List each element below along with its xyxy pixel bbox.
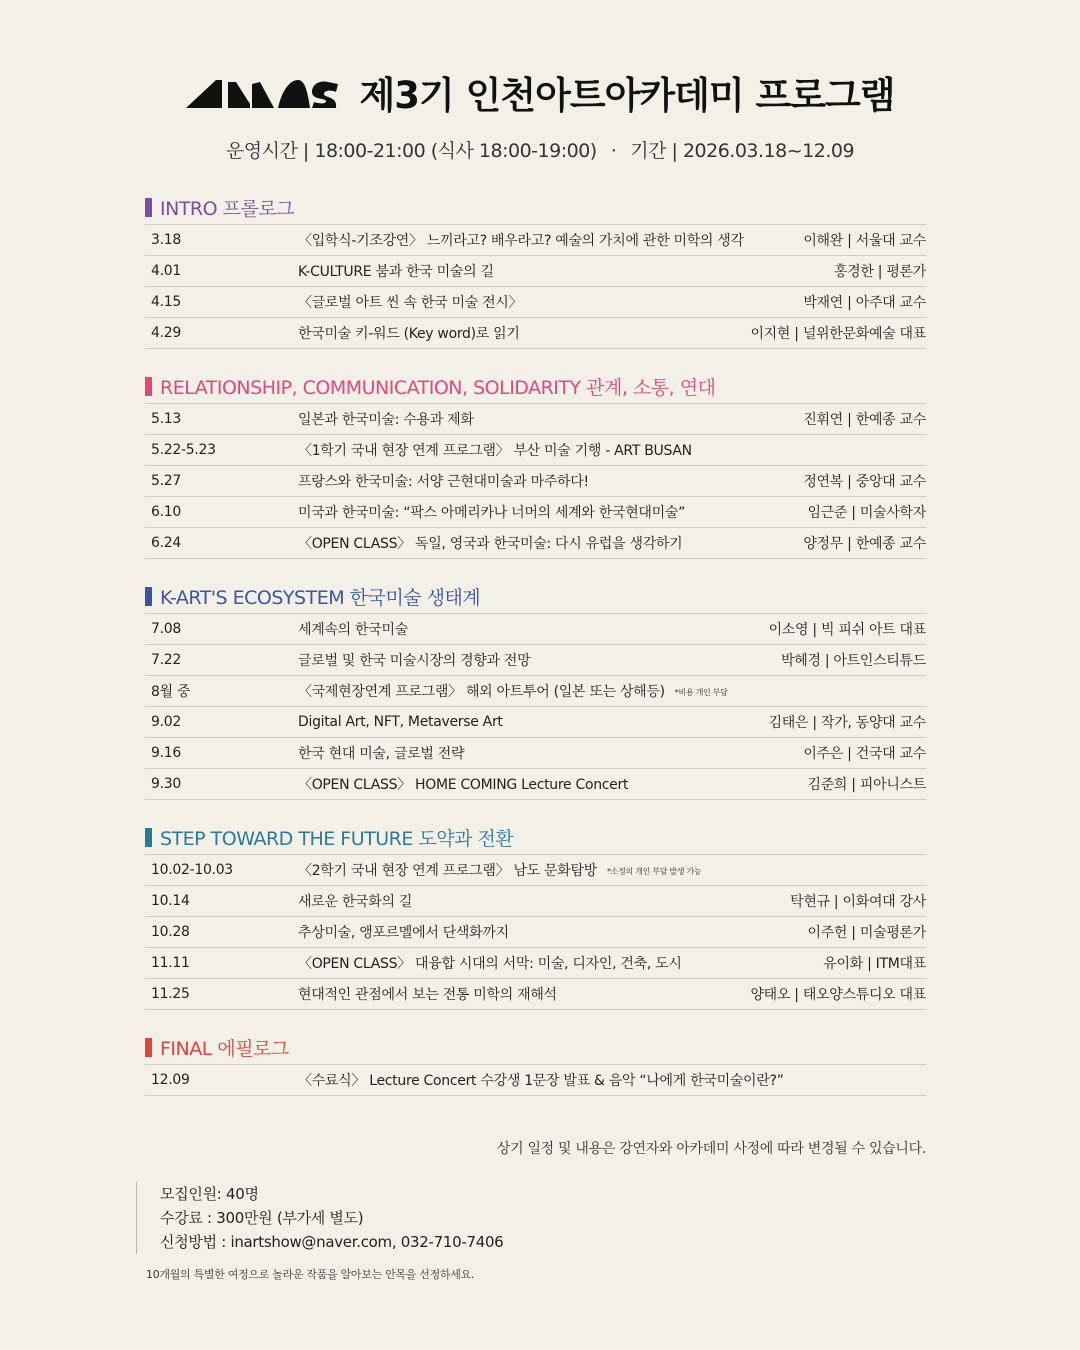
table-row — [145, 466, 926, 497]
session-title-cell — [298, 287, 749, 318]
table-row — [145, 979, 926, 1010]
table-row — [145, 948, 926, 979]
change-disclaimer: 상기 일정 및 내용은 강연자와 아카데미 사정에 따라 변경될 수 있습니다. — [496, 1141, 926, 1157]
session-lecturer: 김태은 | 작가, 동양대 교수 — [768, 715, 926, 731]
table-row — [145, 614, 926, 645]
session-title-cell — [298, 948, 736, 979]
session-lecturer: 탁현규 | 이화여대 강사 — [790, 894, 926, 910]
session-title: 추상미술, 앵포르멜에서 단색화까지 — [298, 925, 509, 941]
session-title-cell — [298, 886, 736, 917]
academy-logo-icon — [186, 74, 338, 110]
session-lecturer: 김준희 | 피아니스트 — [807, 777, 926, 793]
session-date: 11.11 — [151, 955, 190, 971]
schedule-table — [145, 613, 926, 800]
page-title: 제3기 인천아트아카데미 프로그램 — [359, 74, 895, 117]
table-row — [145, 225, 926, 256]
section-marker — [145, 377, 152, 396]
session-title: 〈입학식-기조강연〉 느끼라고? 배우라고? 예술의 가치에 관한 미학의 생각 — [298, 233, 744, 249]
schedule-table — [145, 403, 926, 559]
capacity-text: 모집인원: 40명 — [160, 1185, 259, 1203]
session-title-cell — [298, 497, 777, 528]
section-heading — [145, 579, 926, 613]
program-schedule — [145, 190, 926, 1116]
fee-text: 수강료 : 300만원 (부가세 별도) — [160, 1209, 364, 1227]
session-date: 5.27 — [151, 473, 181, 489]
session-title: 프랑스와 한국미술: 서양 근현대미술과 마주하다! — [298, 474, 589, 490]
schedule-subtitle — [0, 136, 1080, 163]
session-lecturer: 양태오 | 태오양스튜디오 대표 — [750, 987, 926, 1003]
program-section — [145, 1030, 926, 1096]
session-title-cell — [298, 466, 777, 497]
session-title-cell — [298, 676, 758, 707]
session-date: 5.22-5.23 — [151, 442, 216, 458]
section-heading-text: FINAL 에필로그 — [160, 1037, 289, 1060]
session-title: 글로벌 및 한국 미술시장의 경향과 전망 — [298, 653, 531, 669]
session-title: 한국미술 키-워드 (Key word)로 읽기 — [298, 326, 520, 342]
enrollment-info — [136, 1182, 503, 1254]
session-title-cell — [298, 404, 777, 435]
program-section — [145, 820, 926, 1010]
session-title: 〈국제현장연계 프로그램〉 해외 아트투어 (일본 또는 상해등) — [298, 684, 665, 700]
session-date: 7.22 — [151, 652, 181, 668]
session-date: 10.28 — [151, 924, 190, 940]
session-title-cell — [298, 528, 777, 559]
schedule-table — [145, 854, 926, 1010]
session-date: 7.08 — [151, 621, 181, 637]
program-period: 기간 | 2026.03.18~12.09 — [630, 140, 855, 162]
session-date: 4.29 — [151, 325, 181, 341]
table-row — [145, 855, 926, 886]
session-title: K-CULTURE 붐과 한국 미술의 길 — [298, 264, 494, 280]
section-marker — [145, 828, 152, 847]
table-row — [145, 318, 926, 349]
table-row — [145, 528, 926, 559]
session-title-cell — [298, 256, 749, 287]
session-date: 3.18 — [151, 232, 181, 248]
section-heading-text: INTRO 프롤로그 — [160, 197, 295, 220]
session-note: *비용 개인 부담 — [674, 687, 728, 697]
section-heading-text: RELATIONSHIP, COMMUNICATION, SOLIDARITY 관계, 소통, 연대 — [160, 376, 716, 399]
table-row — [145, 1065, 926, 1096]
session-lecturer: 이해완 | 서울대 교수 — [803, 233, 926, 249]
program-section — [145, 190, 926, 349]
session-date: 6.24 — [151, 535, 181, 551]
session-date: 9.02 — [151, 714, 181, 730]
section-heading-text: STEP TOWARD THE FUTURE 도약과 전환 — [160, 827, 514, 850]
session-title-cell — [298, 614, 758, 645]
session-title: 〈1학기 국내 현장 연계 프로그램〉 부산 미술 기행 - ART BUSAN — [298, 443, 692, 459]
session-title: 새로운 한국화의 길 — [298, 894, 413, 910]
section-heading — [145, 190, 926, 224]
session-title-cell — [298, 645, 758, 676]
session-date: 9.30 — [151, 776, 181, 792]
session-lecturer: 홍경한 | 평론가 — [833, 264, 926, 280]
session-lecturer — [758, 676, 926, 707]
session-date: 10.14 — [151, 893, 190, 909]
session-title: 〈2학기 국내 현장 연계 프로그램〉 남도 문화탐방 — [298, 863, 597, 879]
session-note: *소정의 개인 부담 발생 가능 — [606, 866, 702, 876]
session-lecturer: 정연복 | 중앙대 교수 — [803, 474, 926, 490]
session-title-cell — [298, 769, 758, 800]
session-date: 12.09 — [151, 1072, 190, 1088]
table-row — [145, 769, 926, 800]
section-heading — [145, 820, 926, 854]
section-heading — [145, 1030, 926, 1064]
session-lecturer: 박혜경 | 아트인스티튜드 — [781, 653, 926, 669]
session-date: 9.16 — [151, 745, 181, 761]
session-date: 4.01 — [151, 263, 181, 279]
session-title-cell — [298, 435, 777, 466]
session-title: 세계속의 한국미술 — [298, 622, 408, 638]
session-date: 6.10 — [151, 504, 181, 520]
session-title-cell — [298, 318, 749, 349]
session-title: 미국과 한국미술: “팍스 아메리카나 너머의 세계와 한국현대미술” — [298, 505, 686, 521]
session-date: 5.13 — [151, 411, 181, 427]
table-row — [145, 645, 926, 676]
footer-note: 10개월의 특별한 여정으로 놀라운 작품을 알아보는 안목을 선정하세요. — [146, 1268, 475, 1281]
session-title: 〈OPEN CLASS〉 독일, 영국과 한국미술: 다시 유럽을 생각하기 — [298, 536, 683, 552]
section-marker — [145, 1038, 152, 1057]
table-row — [145, 435, 926, 466]
session-lecturer: 이주헌 | 미술평론가 — [807, 925, 926, 941]
session-title-cell — [298, 979, 736, 1010]
session-title: 한국 현대 미술, 글로벌 전략 — [298, 746, 465, 762]
session-title: 〈OPEN CLASS〉 HOME COMING Lecture Concert — [298, 777, 629, 793]
session-lecturer: 진휘연 | 한예종 교수 — [803, 412, 926, 428]
table-row — [145, 287, 926, 318]
session-lecturer: 이소영 | 빅 피쉬 아트 대표 — [768, 622, 926, 638]
session-lecturer: 이지현 | 널위한문화예술 대표 — [750, 326, 926, 342]
program-section — [145, 579, 926, 800]
table-row — [145, 256, 926, 287]
table-row — [145, 676, 926, 707]
session-date: 10.02-10.03 — [151, 862, 233, 878]
session-title-cell — [298, 855, 736, 886]
session-title: 〈OPEN CLASS〉 대융합 시대의 서막: 미술, 디자인, 건축, 도시 — [298, 956, 682, 972]
header — [0, 62, 1080, 163]
section-heading — [145, 369, 926, 403]
session-lecturer: 박재연 | 아주대 교수 — [803, 295, 926, 311]
table-row — [145, 886, 926, 917]
apply-text: 신청방법 : inartshow@naver.com, 032-710-7406 — [160, 1233, 504, 1251]
session-title-cell — [298, 738, 758, 769]
session-title: 일본과 한국미술: 수용과 제화 — [298, 412, 474, 428]
operating-hours: 운영시간 | 18:00-21:00 (식사 18:00-19:00) — [225, 140, 597, 162]
session-title: 현대적인 관점에서 보는 전통 미학의 재해석 — [298, 987, 557, 1003]
session-title-cell — [298, 707, 758, 738]
table-row — [145, 497, 926, 528]
session-lecturer — [777, 435, 926, 466]
section-marker — [145, 587, 152, 606]
session-lecturer: 임근준 | 미술사학자 — [807, 505, 926, 521]
table-row — [145, 707, 926, 738]
session-title: 〈글로벌 아트 씬 속 한국 미술 전시〉 — [298, 295, 523, 311]
table-row — [145, 404, 926, 435]
session-lecturer: 유이화 | ITM대표 — [823, 956, 926, 972]
title-row — [0, 62, 1080, 122]
schedule-table — [145, 224, 926, 349]
subtitle-separator: · — [610, 140, 617, 162]
session-date: 8월 중 — [151, 684, 191, 700]
schedule-table — [145, 1064, 926, 1096]
program-section — [145, 369, 926, 559]
session-date: 4.15 — [151, 294, 181, 310]
session-lecturer: 이주은 | 건국대 교수 — [803, 746, 926, 762]
table-row — [145, 738, 926, 769]
session-title-cell — [298, 917, 736, 948]
session-lecturer: 양정무 | 한예종 교수 — [803, 536, 926, 552]
session-date: 11.25 — [151, 986, 190, 1002]
session-lecturer — [736, 855, 926, 886]
table-row — [145, 917, 926, 948]
session-title-cell — [298, 1065, 926, 1096]
section-marker — [145, 198, 152, 217]
section-heading-text: K-ART'S ECOSYSTEM 한국미술 생태계 — [160, 586, 481, 609]
session-title: 〈수료식〉 Lecture Concert 수강생 1문장 발표 & 음악 “나에게 한국미술이란?” — [298, 1073, 784, 1089]
session-title: Digital Art, NFT, Metaverse Art — [298, 714, 503, 730]
session-title-cell — [298, 225, 749, 256]
